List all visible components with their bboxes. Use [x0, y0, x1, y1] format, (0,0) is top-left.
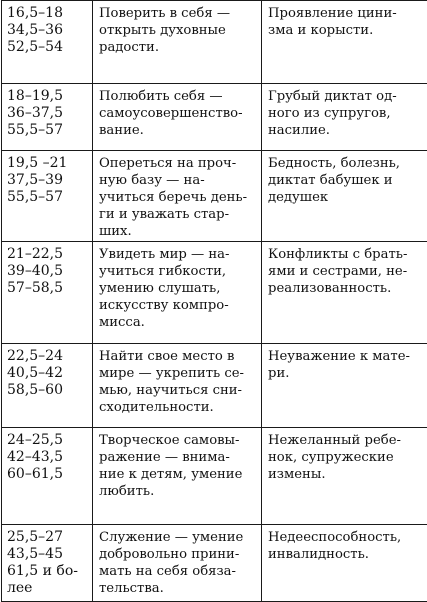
- task-line: ние к детям, умение: [99, 466, 255, 483]
- risk-line: Недееспособность,: [268, 529, 427, 546]
- age-range-line: 42–43,5: [7, 449, 86, 466]
- table-row: [2, 1, 427, 84]
- age-range-line: 34,5–36: [7, 22, 86, 39]
- age-range-line: лее: [7, 580, 86, 597]
- age-range-line: 61,5 и бо-: [7, 563, 86, 580]
- age-range-line: 21–22,5: [7, 246, 86, 263]
- risk-cell: [262, 525, 427, 602]
- risk-cell: [262, 344, 427, 428]
- task-line: радости.: [99, 39, 255, 56]
- age-range-cell: [2, 1, 93, 84]
- age-range-line: 60–61,5: [7, 466, 86, 483]
- task-line: открыть духовные: [99, 22, 255, 39]
- task-line: мире — укрепить се-: [99, 365, 255, 382]
- age-range-line: 24–25,5: [7, 432, 86, 449]
- task-line: Найти свое место в: [99, 348, 255, 365]
- table-row: [2, 84, 427, 151]
- risk-line: ного из супругов,: [268, 105, 427, 122]
- age-range-line: 16,5–18: [7, 5, 86, 22]
- table-row: [2, 525, 427, 602]
- age-range-line: 18–19,5: [7, 88, 86, 105]
- risk-line: зма и корысти.: [268, 22, 427, 39]
- risk-line: Грубый диктат од-: [268, 88, 427, 105]
- task-line: мать на себя обяза-: [99, 563, 255, 580]
- age-range-line: 37,5–39: [7, 172, 86, 189]
- task-line: искусству компро-: [99, 297, 255, 314]
- task-line: умению слушать,: [99, 280, 255, 297]
- task-cell: [93, 344, 262, 428]
- age-range-line: 39–40,5: [7, 263, 86, 280]
- age-range-line: 36–37,5: [7, 105, 86, 122]
- task-line: вание.: [99, 122, 255, 139]
- task-cell: [93, 242, 262, 344]
- task-line: ги и уважать стар-: [99, 206, 255, 223]
- age-range-cell: [2, 242, 93, 344]
- age-range-cell: [2, 344, 93, 428]
- task-line: самоусовершенство-: [99, 105, 255, 122]
- task-line: Полюбить себя —: [99, 88, 255, 105]
- age-range-line: 43,5–45: [7, 546, 86, 563]
- task-cell: [93, 525, 262, 602]
- risk-line: дедушек: [268, 189, 427, 206]
- age-range-line: 57–58,5: [7, 280, 86, 297]
- task-line: учиться гибкости,: [99, 263, 255, 280]
- table-row: [2, 344, 427, 428]
- risk-line: диктат бабушек и: [268, 172, 427, 189]
- task-line: мисса.: [99, 314, 255, 331]
- age-range-line: 25,5–27: [7, 529, 86, 546]
- task-line: добровольно прини-: [99, 546, 255, 563]
- risk-line: ри.: [268, 365, 427, 382]
- risk-line: Проявление цини-: [268, 5, 427, 22]
- age-range-line: 55,5–57: [7, 122, 86, 139]
- task-line: Опереться на проч-: [99, 155, 255, 172]
- table-row: [2, 428, 427, 525]
- risk-cell: [262, 242, 427, 344]
- task-line: Поверить в себя —: [99, 5, 255, 22]
- age-range-cell: [2, 428, 93, 525]
- age-range-cell: [2, 84, 93, 151]
- task-line: любить.: [99, 483, 255, 500]
- risk-line: Неуважение к мате-: [268, 348, 427, 365]
- task-line: учиться беречь день-: [99, 189, 255, 206]
- age-range-line: 19,5 –21: [7, 155, 86, 172]
- risk-line: Нежеланный ребе-: [268, 432, 427, 449]
- table-row: [2, 151, 427, 242]
- risk-line: Конфликты с брать-: [268, 246, 427, 263]
- task-cell: [93, 84, 262, 151]
- risk-line: насилие.: [268, 122, 427, 139]
- age-range-cell: [2, 151, 93, 242]
- task-line: ших.: [99, 223, 255, 240]
- age-range-line: 22,5–24: [7, 348, 86, 365]
- risk-line: Бедность, болезнь,: [268, 155, 427, 172]
- risk-cell: [262, 428, 427, 525]
- risk-line: ями и сестрами, не-: [268, 263, 427, 280]
- risk-line: инвалидность.: [268, 546, 427, 563]
- risk-cell: [262, 1, 427, 84]
- age-range-line: 40,5–42: [7, 365, 86, 382]
- task-cell: [93, 1, 262, 84]
- age-range-line: 52,5–54: [7, 39, 86, 56]
- task-cell: [93, 428, 262, 525]
- task-line: ражение — внима-: [99, 449, 255, 466]
- risk-line: измены.: [268, 466, 427, 483]
- table-row: [2, 242, 427, 344]
- age-range-line: 55,5–57: [7, 189, 86, 206]
- task-line: ную базу — на-: [99, 172, 255, 189]
- age-range-line: 58,5–60: [7, 382, 86, 399]
- task-line: сходительности.: [99, 399, 255, 416]
- task-line: Творческое самовы-: [99, 432, 255, 449]
- age-range-cell: [2, 525, 93, 602]
- risk-cell: [262, 151, 427, 242]
- risk-cell: [262, 84, 427, 151]
- task-cell: [93, 151, 262, 242]
- task-line: мью, научиться сни-: [99, 382, 255, 399]
- task-line: тельства.: [99, 580, 255, 597]
- risk-line: нок, супружеские: [268, 449, 427, 466]
- task-line: Увидеть мир — на-: [99, 246, 255, 263]
- risk-line: реализованность.: [268, 280, 427, 297]
- life-periods-table: [1, 0, 427, 602]
- task-line: Служение — умение: [99, 529, 255, 546]
